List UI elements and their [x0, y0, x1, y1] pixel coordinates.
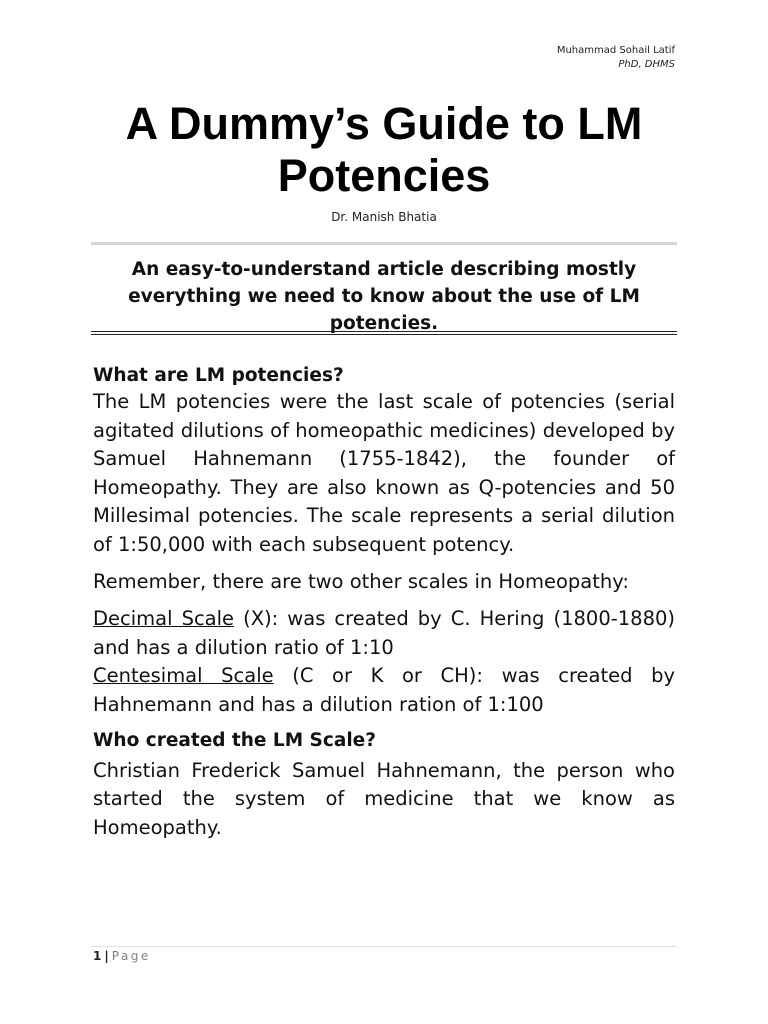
footer-separator: |: [104, 949, 109, 963]
page-header: [557, 44, 675, 72]
paragraph-hahnemann: Christian Frederick Samuel Hahnemann, the person who started the system of medicine that we know as Homeopathy.: [93, 758, 675, 839]
double-divider: [91, 331, 677, 335]
page-number: 1: [93, 949, 102, 963]
decimal-scale-description: (X): was created by C. Hering (1800-1880) and has a dilution ratio of 1:10: [93, 607, 675, 659]
centesimal-scale-description: (C or K or CH): was created by Hahnemann and has a dilution ration of 1:100: [93, 664, 676, 716]
footer-divider: [91, 946, 677, 947]
page-label: Page: [111, 949, 151, 963]
section-heading-what-are-lm: What are LM potencies?: [93, 365, 344, 386]
article-subtitle: An easy-to-understand article describing mostly everything we need to know about the use of LM potencies.: [128, 259, 640, 334]
paragraph-centesimal-scale: [93, 662, 675, 719]
document-title: [40, 98, 728, 202]
paragraph-lm-definition: The LM potencies were the last scale of potencies (serial agitated dilutions of homeopathic medicines) developed by Samuel Hahnemann (1755-1842), the founder of Homeopathy. They are also known as Q-potencies and 50 Millesimal potencies. The scale represents a serial dilution of 1:50,000 with each subsequent potency.: [93, 390, 675, 556]
paragraph-decimal-scale: [93, 605, 675, 662]
article-author: Dr. Manish Bhatia: [331, 210, 437, 224]
top-divider: [91, 242, 677, 245]
title-line-2: Potencies: [277, 150, 491, 201]
header-author-degrees: PhD, DHMS: [618, 59, 675, 70]
section-heading-who-created: Who created the LM Scale?: [93, 729, 376, 751]
title-line-1: A Dummy’s Guide to LM: [125, 98, 643, 149]
centesimal-scale-term: Centesimal Scale: [93, 664, 274, 688]
decimal-scale-term: Decimal Scale: [93, 607, 235, 631]
article-body: [93, 364, 675, 842]
page-footer: [93, 948, 151, 964]
header-author-name: Muhammad Sohail Latif: [556, 45, 675, 56]
paragraph-other-scales: Remember, there are two other scales in Homeopathy:: [93, 569, 629, 593]
